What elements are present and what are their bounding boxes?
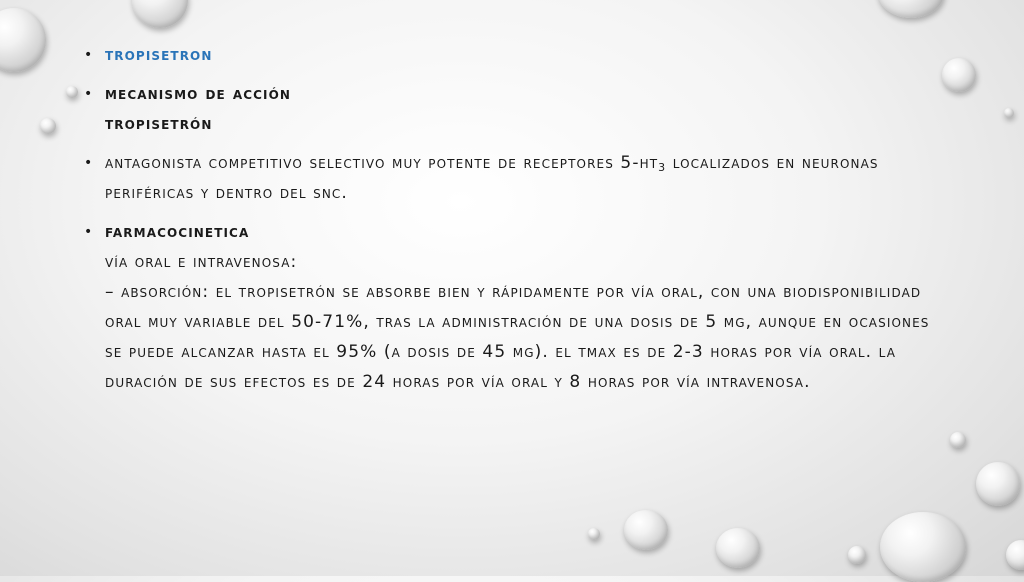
mechanism-subheading: tropisetrón [105,114,213,134]
water-droplet [66,86,78,98]
water-droplet [0,8,46,72]
water-droplet [716,528,760,568]
water-droplet [950,432,966,448]
water-droplet [1004,108,1014,118]
water-droplet [588,528,600,540]
bullet-dot: • [84,155,94,171]
water-droplet [1006,540,1024,570]
administration-route: vía oral e intravenosa: [105,252,298,272]
water-droplet [848,546,866,564]
water-droplet [976,462,1020,506]
water-droplet [878,0,944,18]
water-droplet [942,58,976,92]
water-droplet [40,118,56,134]
absorption-text: – absorción: el tropisetrón se absorbe bien y rápidamente por vía oral, con una biodisponibilidad oral muy variable del 50-71%, tras la administración de una dosis de 5 mg, aunque en ocasiones se puede alcanzar hasta el 95% (a dosis de 45 mg). el tmax es de 2-3 horas por vía oral. la duración de sus efectos es de 24 horas por vía oral y 8 horas por vía intravenosa. [105,282,930,392]
subscript: 3 [658,161,667,174]
bullet-dot: • [84,224,94,240]
mechanism-heading: mecanismo de acción [105,84,292,104]
drug-title: tropisetron [105,45,213,65]
mechanism-text-part: antagonista competitivo selectivo muy potente de receptores 5-ht [105,153,659,173]
bullet-item [84,79,944,139]
mechanism-text [105,153,879,203]
water-droplet [880,512,966,582]
pharmacokinetics-heading: farmacocinetica [105,222,250,242]
bullet-dot: • [84,47,94,63]
bullet-item [84,40,944,70]
bullet-dot: • [84,86,94,102]
bullet-item [84,217,944,397]
mechanism-text-part: localizados en neuronas periféricas y dentro del snc. [105,153,879,203]
water-droplet [132,0,188,28]
bullet-item [84,148,944,208]
slide-content [84,40,944,406]
water-droplet [624,510,668,550]
